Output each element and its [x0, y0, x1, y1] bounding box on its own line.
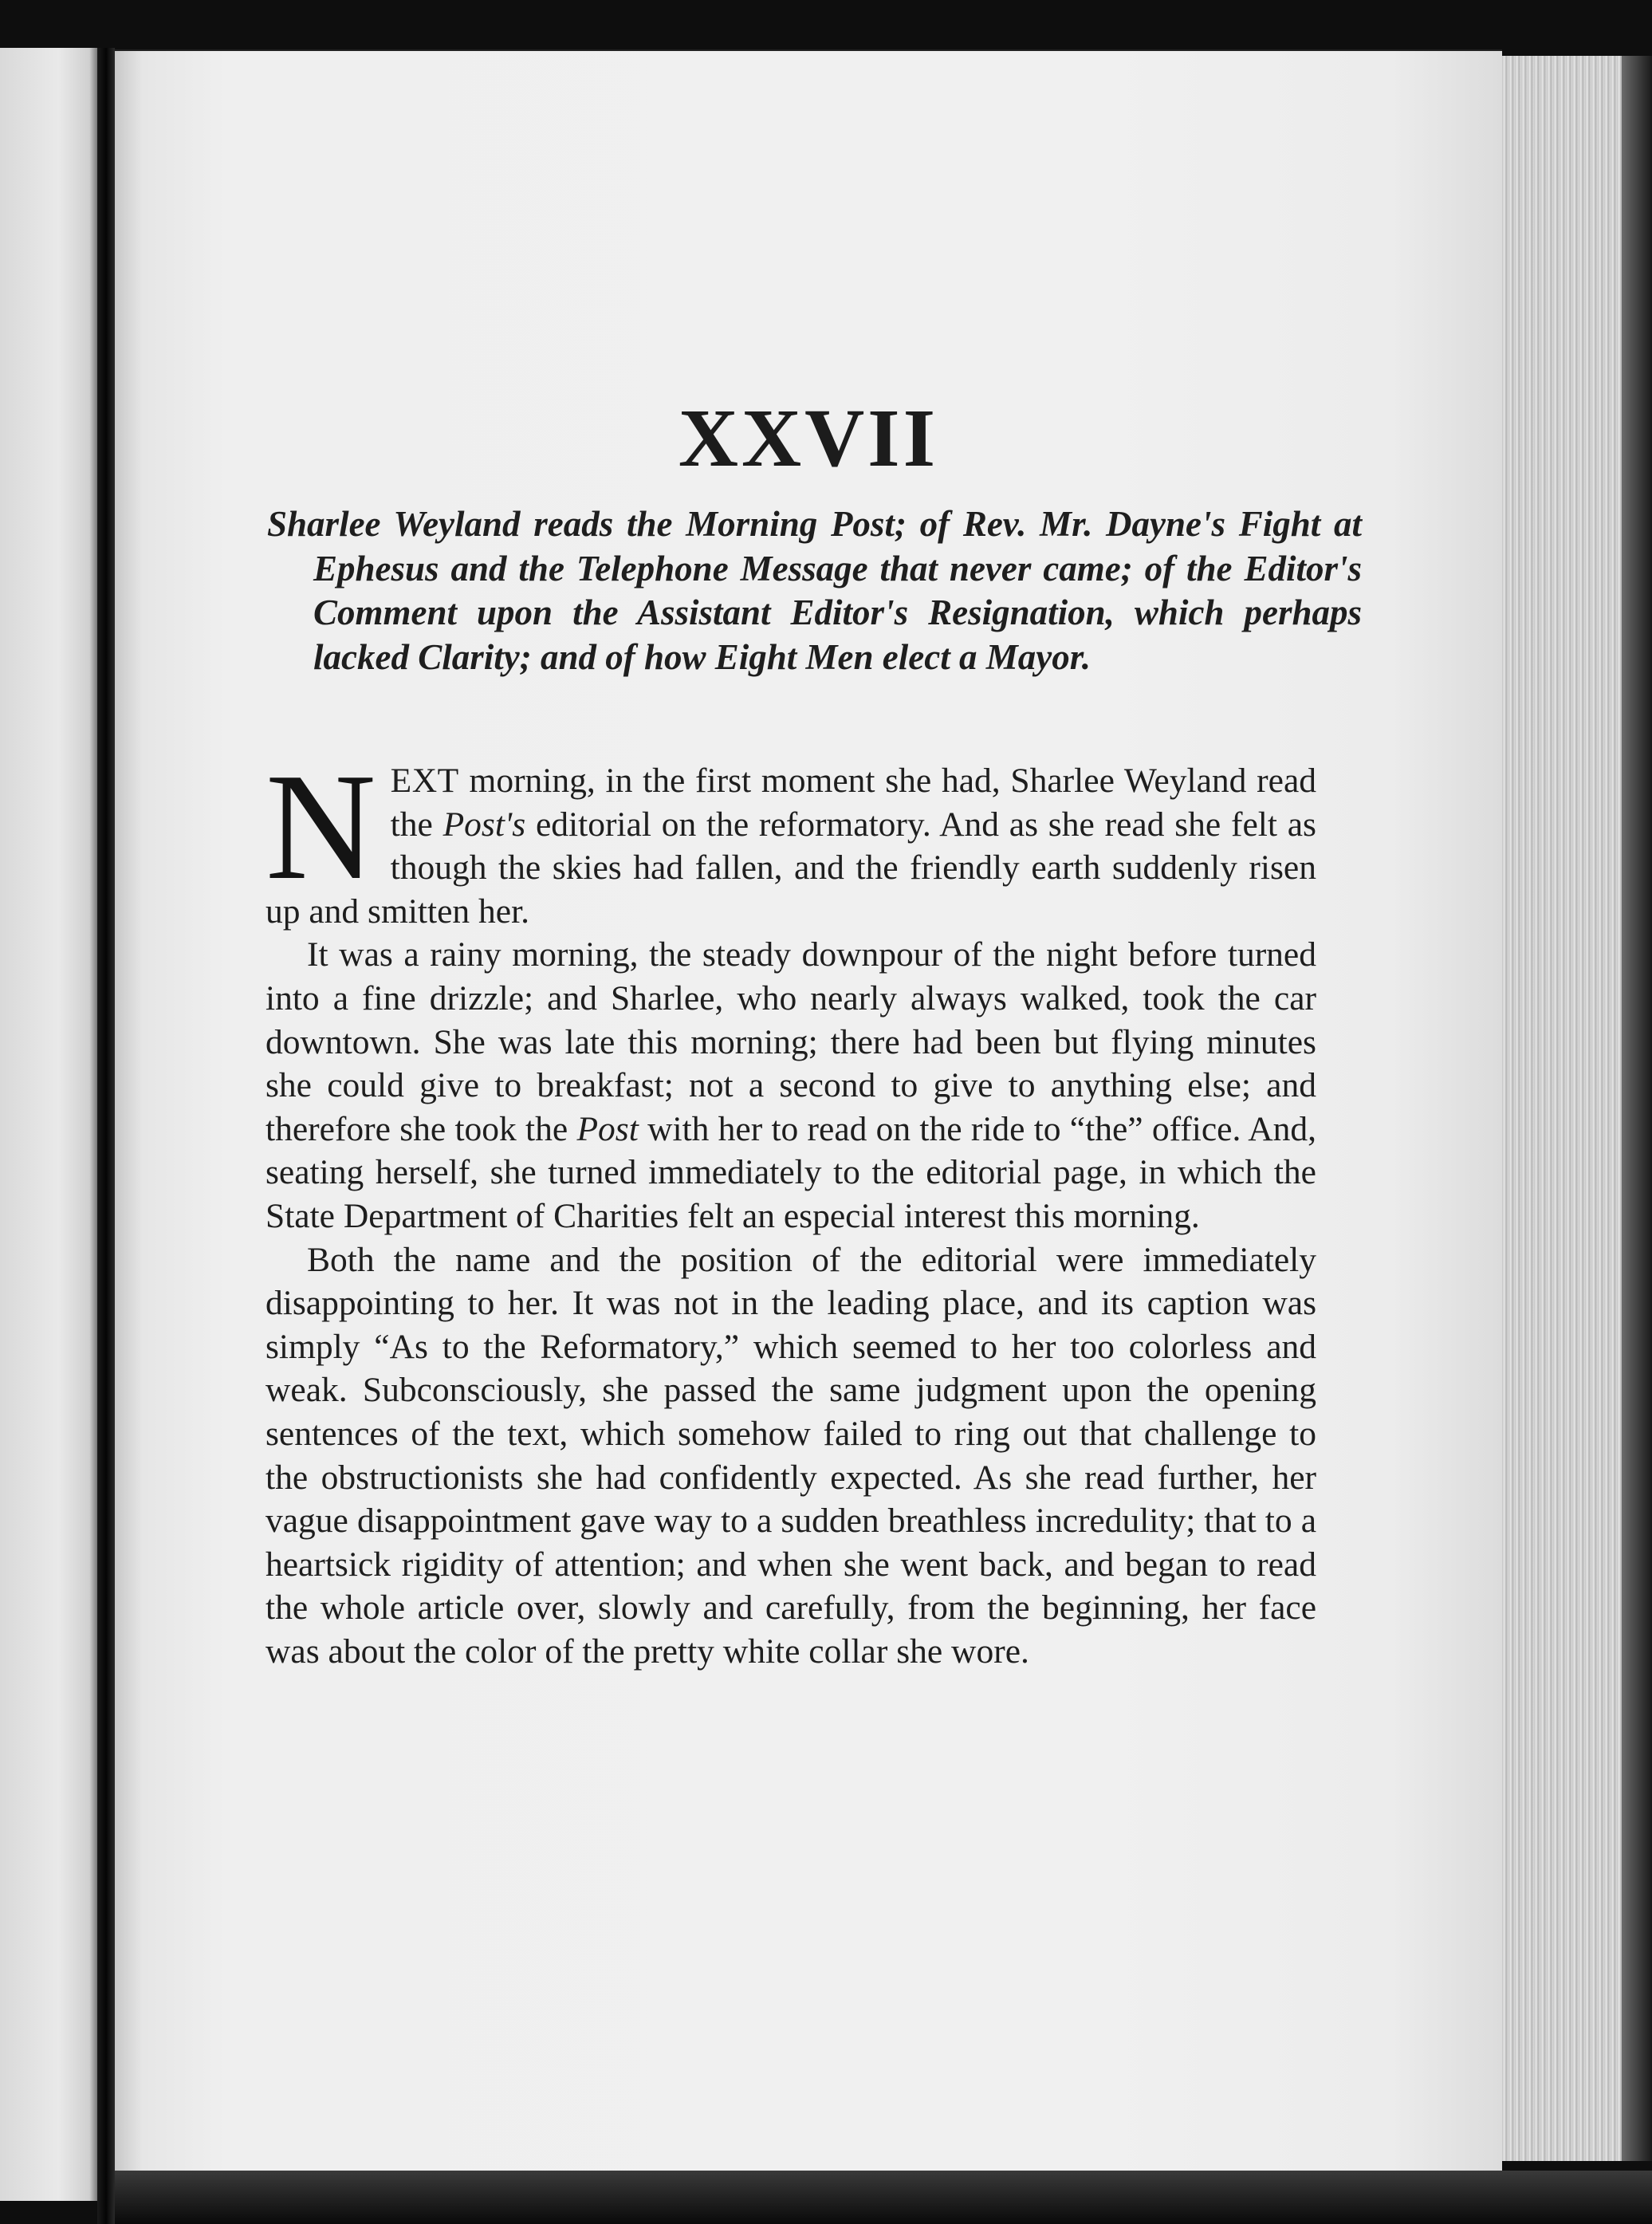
chapter-body: [266, 742, 1316, 1673]
paragraph-1-italic: Post's: [442, 805, 526, 844]
chapter-number: XXVII: [678, 392, 939, 484]
paragraph-3-text: Both the name and the position of the editorial were immediately disappointing to her. It was not in the leading place, and its caption was simply “As to the Reformatory,” which seemed to her too colorless and weak. Subconsciously, she passed the same judgment upon the opening sentences of the text, which somehow failed to ring out that challenge to the obstructionists she had confidently expected. As she read further, her vague disappointment gave way to a sudden breathless incredulity; that to a heartsick rigidity of attention; and when she went back, and began to read the whole article over, slowly and carefully, from the beginning, her face was about the color of the pretty white collar she wore.: [266, 1240, 1316, 1671]
paragraph-1-text-b: editorial on the reformatory. And as she read she felt as though the skies had fallen, and the friendly earth suddenly risen up and smitten her.: [266, 805, 1316, 931]
paragraph-1-text-a: morning, in the first moment she had, Sharlee Weyland read the: [390, 762, 1316, 844]
paragraph-1-lead: EXT: [390, 762, 459, 800]
chapter-synopsis: Sharlee Weyland reads the Morning Post; of Rev. Mr. Dayne's Fight at Ephesus and the Telephone Message that never came; of the Editor's Comment upon the Assistant Editor's Resignation, which perhaps lacked Clarity; and of how Eight Men elect a Mayor.: [267, 504, 1362, 677]
paragraph-2-italic: Post: [576, 1109, 639, 1148]
paragraph-2-text-a: It was a rainy morning, the steady downpour of the night before turned into a fine drizzle; and Sharlee, who nearly always walked, took the car downtown. She was late this morning; there had been but flying minutes she could give to breakfast; not a second to give to anything else; and therefore she took the: [266, 935, 1316, 1148]
drop-cap: N: [266, 742, 376, 911]
page-block-edge: [1502, 56, 1622, 2161]
paragraph-1: [266, 742, 1316, 933]
left-page-edge: [0, 48, 97, 2201]
paragraph-2-text-b: with her to read on the ride to “the” office. And, seating herself, she turned immediately to the editorial page, in which the State Department of Charities felt an especial interest this morning.: [266, 1109, 1316, 1235]
paragraph-3: [266, 1238, 1316, 1674]
bottom-shadow: [115, 2171, 1652, 2224]
paragraph-2: [266, 933, 1316, 1238]
page-edge-shadow: [1622, 56, 1652, 2161]
book-gutter: [97, 48, 115, 2224]
